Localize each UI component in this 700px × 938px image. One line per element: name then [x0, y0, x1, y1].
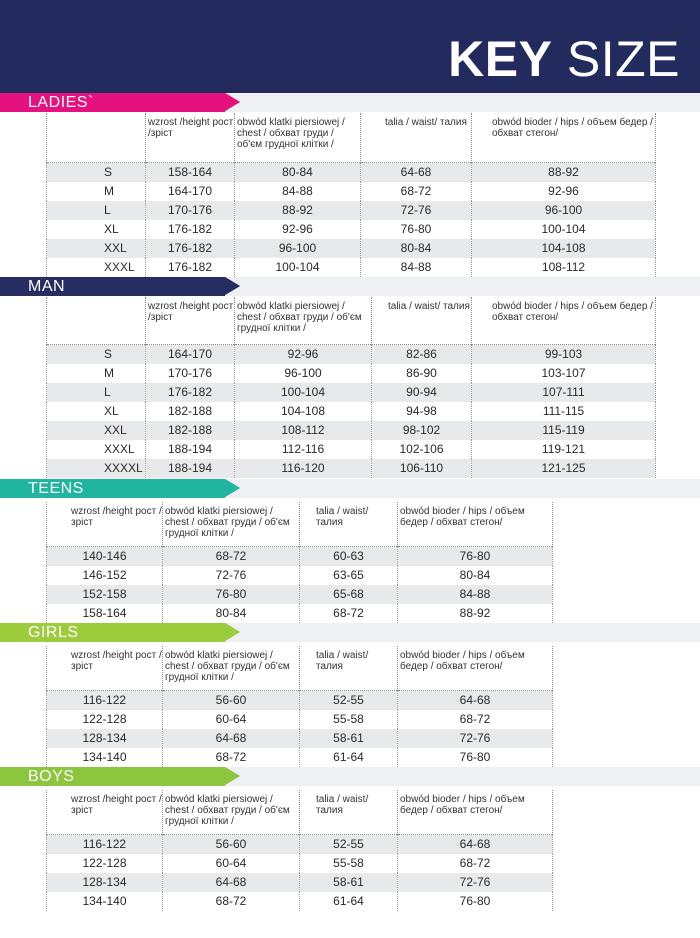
cell-waist: 52-55	[300, 690, 398, 710]
section-girls-label: GIRLS	[28, 624, 79, 641]
cell-chest: 72-76	[163, 566, 300, 585]
cell-chest: 112-116	[235, 440, 372, 459]
header-waist: talia / waist/ талия	[372, 297, 472, 344]
header-waist: talia / waist/ талия	[300, 502, 398, 546]
cell-waist: 80-84	[361, 239, 472, 258]
header-height: wzrost /height рост /зрiст	[47, 790, 163, 834]
cell-chest: 80-84	[235, 162, 361, 182]
cell-chest: 92-96	[235, 220, 361, 239]
cell-hips: 64-68	[398, 690, 553, 710]
teens-rows	[47, 546, 553, 623]
section-ladies-band	[0, 93, 240, 112]
cell-chest: 64-68	[163, 729, 300, 748]
header-hips: obwód bioder / hips / объем бедер / обхват стегон/	[398, 646, 553, 690]
cell-hips: 64-68	[398, 834, 553, 854]
cell-hips: 104-108	[472, 239, 656, 258]
header-waist: talia / waist/ талия	[300, 646, 398, 690]
cell-chest: 100-104	[235, 258, 361, 277]
header-height: wzrost /height рост /зрiст	[47, 646, 163, 690]
cell-height: 164-170	[146, 344, 235, 364]
title-light: SIZE	[566, 31, 680, 87]
cell-waist: 98-102	[372, 421, 472, 440]
cell-height: 122-128	[47, 710, 163, 729]
cell-hips: 100-104	[472, 220, 656, 239]
table-row	[47, 201, 656, 220]
table-row	[47, 585, 553, 604]
cell-size: XXXL	[47, 440, 146, 459]
section-girls-band	[0, 623, 240, 642]
cell-waist: 68-72	[361, 182, 472, 201]
cell-chest: 100-104	[235, 383, 372, 402]
cell-chest: 84-88	[235, 182, 361, 201]
table-row	[47, 440, 656, 459]
table-row	[47, 566, 553, 585]
header-hips: obwód bioder / hips / объем бедер / обхват стегон/	[472, 113, 656, 162]
cell-waist: 63-65	[300, 566, 398, 585]
cell-height: 140-146	[47, 546, 163, 566]
cell-waist: 102-106	[372, 440, 472, 459]
cell-waist: 61-64	[300, 892, 398, 911]
cell-hips: 72-76	[398, 729, 553, 748]
cell-waist: 55-58	[300, 710, 398, 729]
table-row	[47, 162, 656, 182]
header-hips: obwód bioder / hips / объем бедер / обхват стегон/	[398, 790, 553, 834]
cell-height: 128-134	[47, 729, 163, 748]
table-row	[47, 873, 553, 892]
cell-waist: 55-58	[300, 854, 398, 873]
cell-height: 188-194	[146, 459, 235, 478]
cell-hips: 84-88	[398, 585, 553, 604]
cell-waist: 76-80	[361, 220, 472, 239]
section-boys-label: BOYS	[28, 768, 75, 785]
cell-waist: 106-110	[372, 459, 472, 478]
ladies-size-table	[46, 113, 656, 277]
cell-height: 170-176	[146, 364, 235, 383]
cell-chest: 64-68	[163, 873, 300, 892]
header-chest: obwód klatki piersiowej / chest / обхват груди / об'єм грудної клітки /	[163, 790, 300, 834]
cell-waist: 86-90	[372, 364, 472, 383]
cell-size: M	[47, 182, 146, 201]
girls-rows	[47, 690, 553, 767]
table-row	[47, 182, 656, 201]
section-teens-label: TEENS	[28, 480, 84, 497]
cell-size: L	[47, 383, 146, 402]
cell-hips: 99-103	[472, 344, 656, 364]
header-size	[47, 113, 146, 162]
cell-chest: 68-72	[163, 892, 300, 911]
cell-waist: 64-68	[361, 162, 472, 182]
cell-hips: 96-100	[472, 201, 656, 220]
cell-hips: 92-96	[472, 182, 656, 201]
header-hips: obwód bioder / hips / объем бедер / обхват стегон/	[398, 502, 553, 546]
table-row	[47, 748, 553, 767]
cell-chest: 60-64	[163, 854, 300, 873]
header-waist: talia / waist/ талия	[361, 113, 472, 162]
cell-hips: 68-72	[398, 854, 553, 873]
cell-hips: 108-112	[472, 258, 656, 277]
section-man-label: MAN	[28, 278, 66, 295]
cell-size: S	[47, 344, 146, 364]
table-row	[47, 892, 553, 911]
cell-height: 122-128	[47, 854, 163, 873]
cell-waist: 84-88	[361, 258, 472, 277]
cell-waist: 58-61	[300, 729, 398, 748]
cell-waist: 65-68	[300, 585, 398, 604]
cell-chest: 108-112	[235, 421, 372, 440]
cell-size: XL	[47, 402, 146, 421]
cell-chest: 56-60	[163, 690, 300, 710]
header-waist: talia / waist/ талия	[300, 790, 398, 834]
table-row	[47, 604, 553, 623]
cell-height: 134-140	[47, 892, 163, 911]
man-rows	[47, 344, 656, 478]
header-chest: obwód klatki piersiowej / chest / обхват груди / об'єм грудної клітки /	[235, 113, 361, 162]
cell-chest: 104-108	[235, 402, 372, 421]
section-teens-band	[0, 479, 240, 498]
cell-chest: 68-72	[163, 546, 300, 566]
section-man-band	[0, 277, 240, 296]
cell-size: XXL	[47, 239, 146, 258]
cell-waist: 60-63	[300, 546, 398, 566]
cell-size: XXXXL	[47, 459, 146, 478]
cell-waist: 58-61	[300, 873, 398, 892]
cell-hips: 107-111	[472, 383, 656, 402]
cell-waist: 61-64	[300, 748, 398, 767]
cell-height: 116-122	[47, 690, 163, 710]
cell-height: 176-182	[146, 383, 235, 402]
ladies-rows	[47, 162, 656, 277]
cell-hips: 103-107	[472, 364, 656, 383]
cell-height: 176-182	[146, 220, 235, 239]
cell-height: 176-182	[146, 258, 235, 277]
cell-height: 158-164	[47, 604, 163, 623]
cell-height: 188-194	[146, 440, 235, 459]
boys-size-table	[46, 790, 553, 911]
cell-hips: 76-80	[398, 748, 553, 767]
cell-hips: 76-80	[398, 892, 553, 911]
table-row	[47, 344, 656, 364]
cell-size: S	[47, 162, 146, 182]
cell-hips: 88-92	[398, 604, 553, 623]
cell-chest: 92-96	[235, 344, 372, 364]
header-height: wzrost /height рост /зрiст	[146, 297, 235, 344]
header-height: wzrost /height рост /зрiст	[47, 502, 163, 546]
header-chest: obwód klatki piersiowej / chest / обхват груди / об'єм грудної клітки /	[235, 297, 372, 344]
cell-hips: 76-80	[398, 546, 553, 566]
cell-chest: 68-72	[163, 748, 300, 767]
cell-hips: 115-119	[472, 421, 656, 440]
cell-waist: 94-98	[372, 402, 472, 421]
title-bold: KEY	[448, 31, 553, 87]
table-row	[47, 258, 656, 277]
header-size	[47, 297, 146, 344]
cell-chest: 60-64	[163, 710, 300, 729]
page-header	[0, 0, 700, 93]
cell-hips: 68-72	[398, 710, 553, 729]
cell-hips: 72-76	[398, 873, 553, 892]
cell-chest: 56-60	[163, 834, 300, 854]
table-row	[47, 729, 553, 748]
section-boys-band	[0, 767, 240, 786]
cell-chest: 96-100	[235, 239, 361, 258]
cell-height: 146-152	[47, 566, 163, 585]
cell-height: 176-182	[146, 239, 235, 258]
cell-size: XL	[47, 220, 146, 239]
table-row	[47, 364, 656, 383]
cell-height: 116-122	[47, 834, 163, 854]
table-row	[47, 546, 553, 566]
table-row	[47, 402, 656, 421]
cell-hips: 111-115	[472, 402, 656, 421]
cell-height: 182-188	[146, 421, 235, 440]
header-height: wzrost /height рост /зрiст	[146, 113, 235, 162]
cell-size: XXXL	[47, 258, 146, 277]
girls-size-table	[46, 646, 553, 767]
header-hips: obwód bioder / hips / объем бедер / обхват стегон/	[472, 297, 656, 344]
cell-waist: 90-94	[372, 383, 472, 402]
page-title	[448, 32, 680, 86]
cell-hips: 88-92	[472, 162, 656, 182]
table-row	[47, 220, 656, 239]
header-chest: obwód klatki piersiowej / chest / обхват груди / об'єм грудної клітки /	[163, 502, 300, 546]
table-row	[47, 421, 656, 440]
cell-height: 134-140	[47, 748, 163, 767]
table-row	[47, 239, 656, 258]
table-row	[47, 459, 656, 478]
cell-height: 152-158	[47, 585, 163, 604]
cell-chest: 96-100	[235, 364, 372, 383]
cell-chest: 76-80	[163, 585, 300, 604]
cell-size: XXL	[47, 421, 146, 440]
cell-chest: 80-84	[163, 604, 300, 623]
header-chest: obwód klatki piersiowej / chest / обхват груди / об'єм грудної клітки /	[163, 646, 300, 690]
cell-height: 164-170	[146, 182, 235, 201]
table-row	[47, 854, 553, 873]
table-row	[47, 690, 553, 710]
man-size-table	[46, 297, 656, 478]
cell-height: 158-164	[146, 162, 235, 182]
cell-waist: 68-72	[300, 604, 398, 623]
table-row	[47, 834, 553, 854]
teens-size-table	[46, 502, 553, 623]
cell-height: 128-134	[47, 873, 163, 892]
cell-height: 170-176	[146, 201, 235, 220]
cell-waist: 72-76	[361, 201, 472, 220]
cell-chest: 88-92	[235, 201, 361, 220]
cell-hips: 121-125	[472, 459, 656, 478]
cell-chest: 116-120	[235, 459, 372, 478]
cell-waist: 52-55	[300, 834, 398, 854]
table-row	[47, 710, 553, 729]
cell-hips: 119-121	[472, 440, 656, 459]
cell-size: M	[47, 364, 146, 383]
cell-height: 182-188	[146, 402, 235, 421]
table-row	[47, 383, 656, 402]
section-ladies-label: LADIES`	[28, 94, 94, 111]
cell-waist: 82-86	[372, 344, 472, 364]
cell-size: L	[47, 201, 146, 220]
cell-hips: 80-84	[398, 566, 553, 585]
boys-rows	[47, 834, 553, 911]
